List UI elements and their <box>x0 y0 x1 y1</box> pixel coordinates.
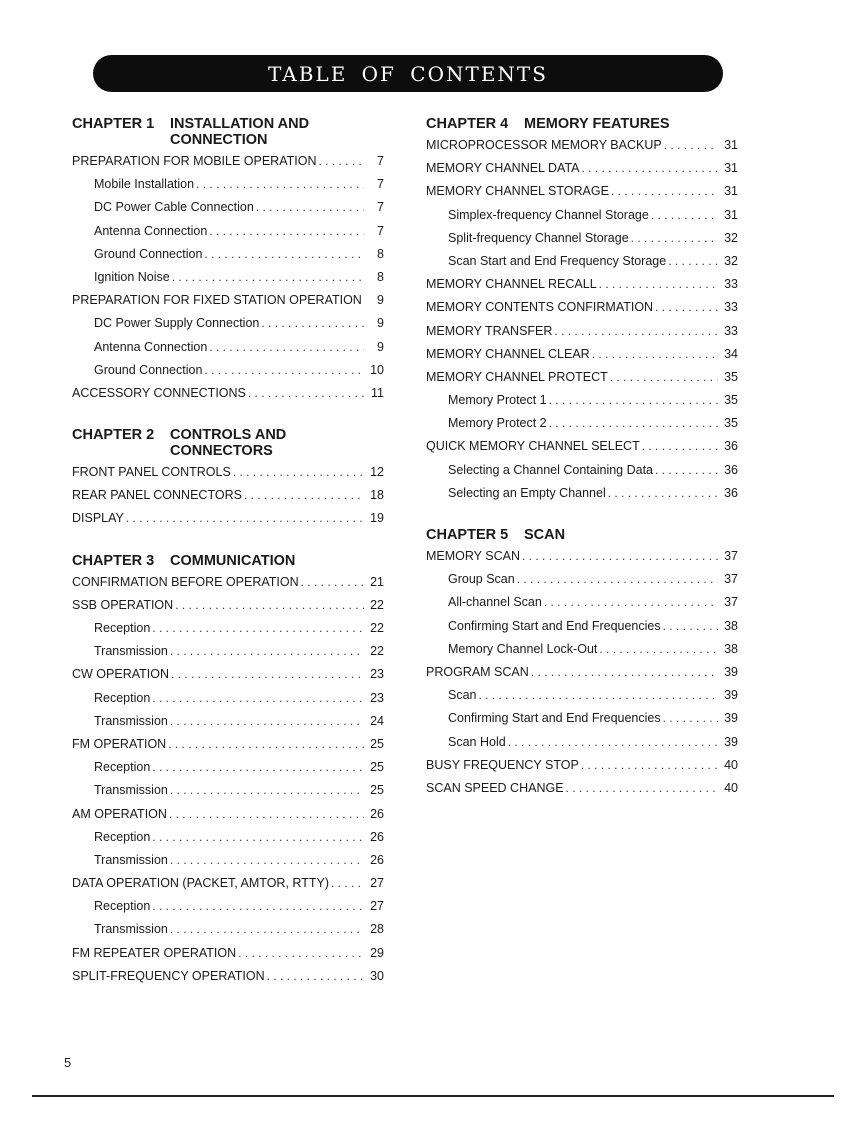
toc-subentry[interactable] <box>426 688 738 711</box>
dot-leader <box>331 876 364 890</box>
entry-label: FRONT PANEL CONTROLS <box>72 465 231 480</box>
entry-page-number: 37 <box>724 572 738 587</box>
dot-leader <box>233 465 364 479</box>
toc-subentry[interactable] <box>426 642 738 665</box>
entry-label: SPLIT-FREQUENCY OPERATION <box>72 968 265 983</box>
dot-leader <box>651 208 718 222</box>
dot-leader <box>631 231 718 245</box>
chapter-section <box>426 527 738 804</box>
entry-label: DC Power Cable Connection <box>94 200 254 215</box>
dot-leader <box>168 737 364 751</box>
entry-page-number: 36 <box>724 462 738 477</box>
dot-leader <box>554 324 718 338</box>
toc-subentry[interactable] <box>426 208 738 231</box>
toc-right-column <box>426 116 738 808</box>
entry-page-number: 38 <box>724 641 738 656</box>
entry-page-number: 39 <box>724 688 738 703</box>
entry-page-number: 9 <box>377 339 384 354</box>
entry-label: Reception <box>94 829 151 844</box>
toc-entry[interactable] <box>72 293 384 316</box>
dot-leader <box>655 463 718 477</box>
dot-leader <box>531 665 718 679</box>
entry-page-number: 34 <box>724 346 738 361</box>
entry-page-number: 36 <box>724 485 738 500</box>
dot-leader <box>261 316 364 330</box>
toc-entry[interactable] <box>426 439 738 462</box>
chapter-number: CHAPTER 1 <box>72 116 155 132</box>
dot-leader <box>170 714 364 728</box>
dot-leader <box>152 899 364 913</box>
entry-label: Ground Connection <box>94 246 203 261</box>
dot-leader <box>663 711 718 725</box>
dot-leader <box>256 200 364 214</box>
entry-label: Scan <box>448 688 477 703</box>
toc-entry[interactable] <box>72 488 384 511</box>
toc-subentry[interactable] <box>72 200 384 223</box>
entry-label: DC Power Supply Connection <box>94 316 260 331</box>
entry-label: DISPLAY <box>72 511 124 526</box>
dot-leader <box>668 254 718 268</box>
chapter-heading <box>426 527 738 543</box>
toc-entry[interactable] <box>72 737 384 760</box>
dot-leader <box>517 572 718 586</box>
dot-leader <box>170 783 364 797</box>
toc-entry[interactable] <box>72 386 384 409</box>
entry-label: SCAN SPEED CHANGE <box>426 780 564 795</box>
entry-page-number: 31 <box>724 138 738 152</box>
toc-subentry[interactable] <box>426 735 738 758</box>
entry-page-number: 12 <box>370 465 384 480</box>
toc-entry[interactable] <box>426 665 738 688</box>
toc-entry[interactable] <box>426 781 738 804</box>
entry-label: MEMORY TRANSFER <box>426 323 553 338</box>
toc-entry[interactable] <box>426 347 738 370</box>
toc-entry[interactable] <box>426 549 738 572</box>
dot-leader <box>522 549 718 563</box>
chapter-number: CHAPTER 4 <box>426 116 509 132</box>
toc-entry[interactable] <box>72 598 384 621</box>
toc-subentry[interactable] <box>426 416 738 439</box>
entry-page-number: 39 <box>724 711 738 726</box>
entry-label: REAR PANEL CONNECTORS <box>72 488 242 503</box>
toc-entry[interactable] <box>426 161 738 184</box>
entry-label: Split-frequency Channel Storage <box>448 230 629 245</box>
toc-subentry[interactable] <box>426 231 738 254</box>
toc-subentry[interactable] <box>72 644 384 667</box>
dot-leader <box>599 642 718 656</box>
toc-entry[interactable] <box>72 807 384 830</box>
entry-label: MEMORY CONTENTS CONFIRMATION <box>426 300 654 315</box>
entry-page-number: 25 <box>370 783 384 798</box>
entry-label: MEMORY CHANNEL PROTECT <box>426 369 608 384</box>
entry-label: ACCESSORY CONNECTIONS <box>72 385 246 400</box>
entry-page-number: 31 <box>724 161 738 176</box>
entry-label: BUSY FREQUENCY STOP <box>426 757 579 772</box>
dot-leader <box>170 644 364 658</box>
footer-rule <box>32 1095 834 1097</box>
dot-leader <box>152 760 364 774</box>
toc-entry[interactable] <box>72 946 384 969</box>
entry-page-number: 31 <box>724 207 738 222</box>
dot-leader <box>549 416 718 430</box>
entry-label: MEMORY CHANNEL CLEAR <box>426 346 590 361</box>
entry-page-number: 22 <box>370 621 384 635</box>
entry-page-number: 31 <box>724 184 738 199</box>
entry-label: Reception <box>94 621 151 635</box>
toc-subentry[interactable] <box>72 177 384 200</box>
toc-subentry[interactable] <box>426 486 738 509</box>
chapter-number: CHAPTER 2 <box>72 427 155 444</box>
entry-label: Transmission <box>94 922 168 937</box>
entry-label: Antenna Connection <box>94 223 208 238</box>
entry-label: MEMORY CHANNEL STORAGE <box>426 184 609 199</box>
dot-leader <box>126 511 364 525</box>
title-banner <box>93 55 723 92</box>
chapter-number: CHAPTER 3 <box>72 552 155 569</box>
chapter-heading <box>72 553 384 569</box>
entry-label: Simplex-frequency Channel Storage <box>448 207 649 222</box>
entry-label: Memory Protect 2 <box>448 416 547 431</box>
entry-label: Selecting an Empty Channel <box>448 485 606 500</box>
dot-leader <box>642 439 718 453</box>
toc-subentry[interactable] <box>426 393 738 416</box>
dot-leader <box>318 154 364 168</box>
entry-label: Mobile Installation <box>94 177 195 192</box>
entry-page-number: 23 <box>370 667 384 682</box>
dot-leader <box>599 277 718 291</box>
entry-page-number: 37 <box>724 549 738 563</box>
dot-leader <box>248 386 364 400</box>
entry-page-number: 23 <box>370 690 384 705</box>
toc-entry[interactable] <box>72 575 384 598</box>
toc-entry[interactable] <box>426 300 738 323</box>
dot-leader <box>479 688 719 702</box>
dot-leader <box>267 969 364 983</box>
toc-subentry[interactable] <box>72 691 384 714</box>
toc-subentry[interactable] <box>72 830 384 853</box>
entry-label: DATA OPERATION (PACKET, AMTOR, RTTY) <box>72 876 329 891</box>
entry-label: SSB OPERATION <box>72 597 174 612</box>
entry-label: Transmission <box>94 644 168 659</box>
entry-page-number: 35 <box>724 369 738 384</box>
toc-entry[interactable] <box>426 277 738 300</box>
entry-page-number: 26 <box>370 852 384 867</box>
entry-label: Confirming Start and End Frequencies <box>448 711 661 726</box>
toc-subentry[interactable] <box>72 247 384 270</box>
toc-subentry[interactable] <box>426 711 738 734</box>
toc-subentry[interactable] <box>72 783 384 806</box>
toc-entry[interactable] <box>72 876 384 899</box>
chapter-title: SCAN <box>524 527 566 543</box>
entry-label: QUICK MEMORY CHANNEL SELECT <box>426 439 640 454</box>
dot-leader <box>204 363 364 377</box>
entry-page-number: 37 <box>724 595 738 610</box>
toc-subentry[interactable] <box>426 254 738 277</box>
dot-leader <box>581 758 718 772</box>
section-gap <box>426 513 738 527</box>
entry-label: PREPARATION FOR FIXED STATION OPERATION <box>72 293 362 308</box>
chapter-number: CHAPTER 5 <box>426 527 509 543</box>
toc-subentry[interactable] <box>426 619 738 642</box>
entry-label: Ignition Noise <box>94 269 170 284</box>
dot-leader <box>582 161 719 175</box>
entry-page-number: 27 <box>370 899 384 914</box>
entry-page-number: 7 <box>377 223 384 238</box>
entry-page-number: 33 <box>724 300 738 315</box>
dot-leader <box>301 575 364 589</box>
toc-entry[interactable] <box>426 324 738 347</box>
entry-page-number: 18 <box>370 488 384 503</box>
dot-leader <box>204 247 364 261</box>
dot-leader <box>244 488 364 502</box>
chapter-title: MEMORY FEATURES <box>524 116 670 132</box>
entry-page-number: 29 <box>370 945 384 960</box>
toc-entry[interactable] <box>426 758 738 781</box>
entry-page-number: 30 <box>370 968 384 983</box>
entry-page-number: 39 <box>724 734 738 749</box>
toc-subentry[interactable] <box>72 853 384 876</box>
entry-label: Reception <box>94 690 151 705</box>
entry-label: MICROPROCESSOR MEMORY BACKUP <box>426 138 662 152</box>
entry-label: Memory Protect 1 <box>448 393 547 408</box>
chapter-section <box>72 427 384 535</box>
toc-entry[interactable] <box>72 969 384 992</box>
toc-subentry[interactable] <box>426 463 738 486</box>
toc-subentry[interactable] <box>426 595 738 618</box>
entry-page-number: 36 <box>724 439 738 454</box>
entry-label: Transmission <box>94 783 168 798</box>
entry-page-number: 27 <box>370 876 384 891</box>
entry-page-number: 8 <box>377 269 384 284</box>
toc-entry[interactable] <box>426 370 738 393</box>
chapter-title: CONTROLS AND CONNECTORS <box>170 427 287 460</box>
entry-page-number: 9 <box>377 293 384 308</box>
section-gap <box>72 413 384 427</box>
entry-page-number: 35 <box>724 416 738 431</box>
entry-label: Memory Channel Lock-Out <box>448 641 598 656</box>
dot-leader <box>610 370 718 384</box>
section-gap <box>72 539 384 553</box>
toc-subentry[interactable] <box>72 899 384 922</box>
page-number: 5 <box>64 1055 72 1070</box>
dot-leader <box>608 486 718 500</box>
chapter-section <box>426 116 738 509</box>
toc-subentry[interactable] <box>72 363 384 386</box>
toc-subentry[interactable] <box>72 760 384 783</box>
entry-label: PROGRAM SCAN <box>426 664 529 679</box>
entry-label: Group Scan <box>448 572 515 587</box>
entry-page-number: 22 <box>370 597 384 612</box>
dot-leader <box>170 922 364 936</box>
dot-leader <box>549 393 718 407</box>
chapter-section <box>72 553 384 992</box>
toc-subentry[interactable] <box>72 922 384 945</box>
entry-page-number: 28 <box>370 922 384 937</box>
entry-page-number: 25 <box>370 736 384 751</box>
toc-subentry[interactable] <box>72 340 384 363</box>
entry-page-number: 19 <box>370 511 384 526</box>
entry-label: MEMORY CHANNEL RECALL <box>426 277 597 292</box>
entry-page-number: 24 <box>370 713 384 728</box>
dot-leader <box>196 177 364 191</box>
dot-leader <box>175 598 364 612</box>
entry-label: AM OPERATION <box>72 806 167 821</box>
dot-leader <box>152 621 364 635</box>
entry-label: Transmission <box>94 713 168 728</box>
dot-leader <box>663 619 718 633</box>
entry-label: FM OPERATION <box>72 736 167 751</box>
dot-leader <box>169 807 364 821</box>
entry-page-number: 33 <box>724 277 738 292</box>
toc-left-column <box>72 116 384 996</box>
entry-label: Scan Hold <box>448 734 506 749</box>
entry-label: MEMORY SCAN <box>426 549 521 563</box>
toc-subentry[interactable] <box>72 316 384 339</box>
toc-subentry[interactable] <box>72 270 384 293</box>
entry-page-number: 22 <box>370 644 384 659</box>
entry-page-number: 7 <box>377 200 384 215</box>
toc-subentry[interactable] <box>72 621 384 644</box>
entry-page-number: 39 <box>724 664 738 679</box>
page-title: TABLE OF CONTENTS <box>268 61 548 86</box>
dot-leader <box>152 691 364 705</box>
chapter-heading <box>72 427 384 459</box>
entry-page-number: 8 <box>377 246 384 261</box>
chapter-heading <box>72 116 384 148</box>
toc-entry[interactable] <box>426 184 738 207</box>
entry-label: PREPARATION FOR MOBILE OPERATION <box>72 154 317 168</box>
chapter-heading <box>426 116 738 132</box>
entry-label: Transmission <box>94 852 168 867</box>
dot-leader <box>664 138 718 152</box>
toc-entry[interactable] <box>72 511 384 534</box>
toc-subentry[interactable] <box>426 572 738 595</box>
dot-leader <box>544 595 718 609</box>
entry-label: Reception <box>94 899 151 914</box>
toc-subentry[interactable] <box>72 714 384 737</box>
entry-label: All-channel Scan <box>448 595 542 610</box>
entry-label: CONFIRMATION BEFORE OPERATION <box>72 574 299 589</box>
entry-label: Antenna Connection <box>94 339 208 354</box>
entry-page-number: 7 <box>377 154 384 168</box>
entry-label: Ground Connection <box>94 362 203 377</box>
chapter-title: INSTALLATION AND CONNECTION <box>170 116 310 148</box>
entry-page-number: 38 <box>724 618 738 633</box>
entry-label: CW OPERATION <box>72 667 169 682</box>
entry-page-number: 33 <box>724 323 738 338</box>
toc-entry[interactable] <box>72 667 384 690</box>
entry-page-number: 32 <box>724 253 738 268</box>
dot-leader <box>238 946 364 960</box>
dot-leader <box>655 300 718 314</box>
entry-page-number: 40 <box>724 757 738 772</box>
toc-entry[interactable] <box>72 465 384 488</box>
chapter-title: COMMUNICATION <box>170 552 296 569</box>
entry-page-number: 9 <box>377 316 384 331</box>
entry-page-number: 7 <box>377 177 384 192</box>
entry-label: Scan Start and End Frequency Storage <box>448 253 667 268</box>
entry-label: Selecting a Channel Containing Data <box>448 462 653 477</box>
toc-entry[interactable] <box>426 138 738 161</box>
entry-page-number: 10 <box>370 362 384 377</box>
entry-label: FM REPEATER OPERATION <box>72 945 237 960</box>
dot-leader <box>170 853 364 867</box>
dot-leader <box>172 270 364 284</box>
entry-page-number: 11 <box>371 385 384 400</box>
dot-leader <box>566 781 718 795</box>
entry-label: MEMORY CHANNEL DATA <box>426 161 580 176</box>
entry-label: Confirming Start and End Frequencies <box>448 618 661 633</box>
dot-leader <box>171 667 364 681</box>
dot-leader <box>152 830 364 844</box>
entry-page-number: 32 <box>724 230 738 245</box>
toc-entry[interactable] <box>72 154 384 177</box>
entry-page-number: 35 <box>724 393 738 408</box>
chapter-section <box>72 116 384 409</box>
entry-page-number: 21 <box>370 574 384 589</box>
dot-leader <box>592 347 718 361</box>
entry-page-number: 40 <box>724 780 738 795</box>
dot-leader <box>508 735 718 749</box>
entry-page-number: 26 <box>370 829 384 844</box>
entry-label: Reception <box>94 760 151 775</box>
dot-leader <box>209 224 364 238</box>
dot-leader <box>611 184 718 198</box>
toc-subentry[interactable] <box>72 224 384 247</box>
entry-page-number: 26 <box>370 806 384 821</box>
entry-page-number: 25 <box>370 760 384 775</box>
dot-leader <box>209 340 364 354</box>
